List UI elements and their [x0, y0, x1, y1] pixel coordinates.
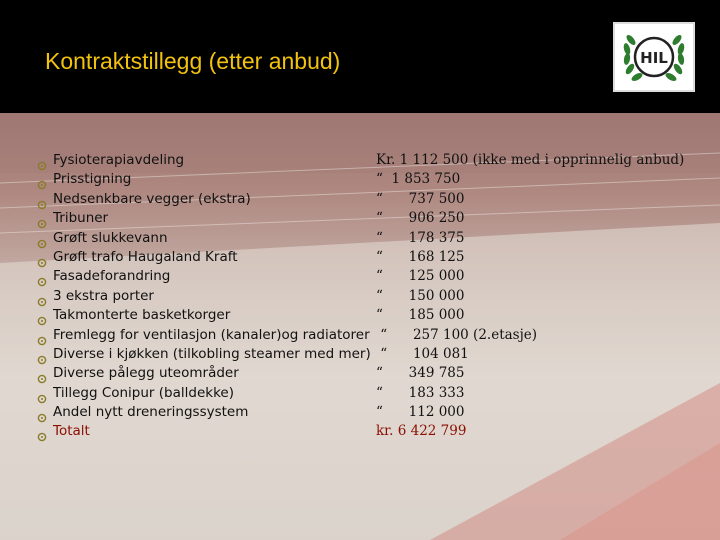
ring-bullet-icon [37, 350, 47, 360]
list-item [0, 229, 720, 248]
list-item [0, 306, 720, 325]
list-item [0, 326, 720, 345]
item-description: Takmonterte basketkorger [53, 307, 231, 324]
item-amount: “ 178 375 [376, 229, 465, 246]
ring-bullet-icon [37, 311, 47, 321]
item-amount: “ 185 000 [376, 307, 465, 324]
slide-body [0, 113, 720, 540]
item-description: Diverse pålegg uteområder [53, 365, 239, 382]
item-description: Fysioterapiavdeling [53, 152, 185, 168]
ring-bullet-icon [37, 195, 47, 205]
item-amount: “ 183 333 [376, 384, 465, 401]
ring-bullet-icon [37, 408, 47, 418]
item-amount: “ 257 100 (2.etasje) [376, 326, 538, 343]
slide-header [0, 0, 720, 113]
ring-bullet-icon [37, 427, 47, 437]
list-item [0, 248, 720, 267]
slide-title: Kontraktstillegg (etter anbud) [45, 48, 341, 74]
item-description: Grøft trafo Haugaland Kraft [53, 248, 238, 265]
item-amount: “ 737 500 [376, 190, 465, 207]
item-amount: “ 112 000 [376, 404, 465, 421]
club-logo-text: HIL [640, 49, 668, 67]
total-label: Totalt [53, 423, 90, 440]
ring-bullet-icon [37, 175, 47, 185]
list-item [0, 267, 720, 286]
item-description: Fremlegg for ventilasjon (kanaler)og radiatorer [53, 326, 370, 343]
item-description: Nedsenkbare vegger (ekstra) [53, 190, 251, 207]
ring-bullet-icon [37, 214, 47, 224]
item-description: Grøft slukkevann [53, 229, 168, 246]
ring-bullet-icon [37, 292, 47, 302]
item-description: Andel nytt dreneringssystem [53, 404, 249, 421]
item-description: Diverse i kjøkken (tilkobling steamer med mer) [53, 345, 371, 362]
item-description: 3 ekstra porter [53, 287, 154, 304]
list-item [0, 384, 720, 403]
item-amount: “ 150 000 [376, 287, 465, 304]
item-description: Tribuner [53, 210, 109, 227]
club-logo-icon [613, 22, 695, 92]
list-item [0, 190, 720, 209]
item-amount: “ 1 853 750 [376, 171, 461, 188]
ring-bullet-icon [37, 156, 47, 166]
item-description: Tillegg Conipur (balldekke) [53, 384, 234, 401]
list-item [0, 364, 720, 383]
list-item [0, 345, 720, 364]
ring-bullet-icon [37, 331, 47, 341]
ring-bullet-icon [37, 253, 47, 263]
item-description: Prisstigning [53, 171, 132, 188]
item-description: Fasadeforandring [53, 268, 171, 285]
list-item [0, 209, 720, 228]
ring-bullet-icon [37, 272, 47, 282]
item-amount: “ 906 250 [376, 210, 465, 227]
item-amount: “ 104 081 [376, 345, 469, 362]
cost-list [0, 151, 720, 442]
list-item [0, 422, 720, 441]
list-item [0, 403, 720, 422]
item-amount: Kr. 1 112 500 (ikke med i opprinnelig anbud) [376, 152, 685, 168]
total-amount: kr. 6 422 799 [376, 423, 467, 440]
item-amount: “ 349 785 [376, 365, 465, 382]
list-item [0, 170, 720, 189]
ring-bullet-icon [37, 234, 47, 244]
ring-bullet-icon [37, 389, 47, 399]
list-item [0, 287, 720, 306]
item-amount: “ 168 125 [376, 248, 465, 265]
list-item [0, 151, 720, 170]
item-amount: “ 125 000 [376, 268, 465, 285]
ring-bullet-icon [37, 369, 47, 379]
